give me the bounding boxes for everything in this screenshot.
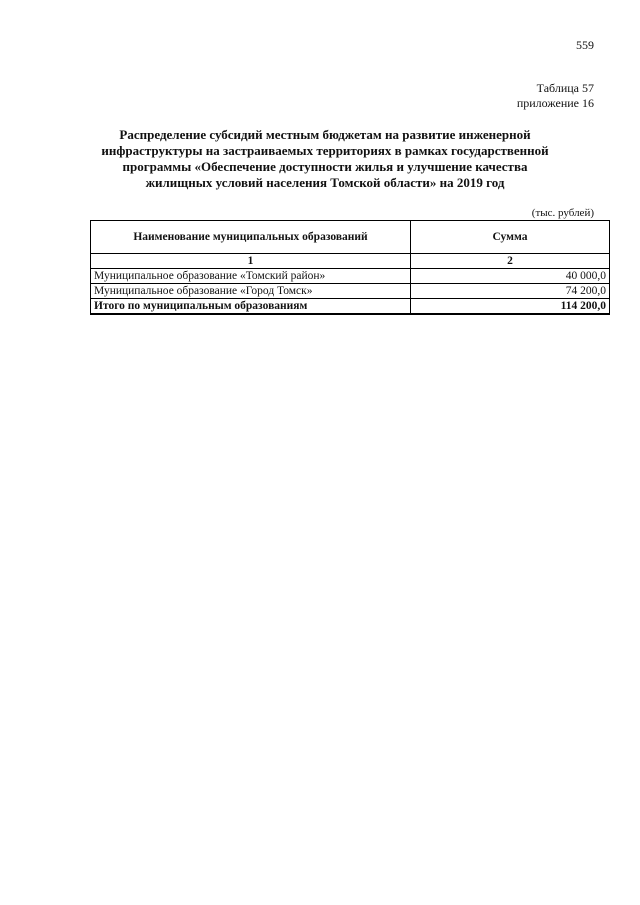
table-number: Таблица 57 [536,81,594,95]
column-header-name: Наименование муниципальных образований [91,221,411,254]
total-row [91,299,610,315]
appendix-number: приложение 16 [516,96,594,110]
title-line: жилищных условий населения Томской области» на 2019 год [145,175,505,190]
municipality-name: Муниципальное образование «Город Томск» [91,284,411,299]
table-row [91,284,610,299]
title-line: инфраструктуры на застраиваемых территориях в рамках государственной [101,143,549,158]
total-label: Итого по муниципальным образованиям [91,299,411,315]
table-row [91,269,610,284]
amount-cell: 40 000,0 [411,269,610,284]
title-line: программы «Обеспечение доступности жилья и улучшение качества [122,159,528,174]
table-reference [517,81,594,111]
title-line: Распределение субсидий местным бюджетам на развитие инженерной [119,127,531,142]
total-amount: 114 200,0 [411,299,610,315]
units-note: (тыс. рублей) [531,207,594,219]
document-title [90,127,560,191]
amount-cell: 74 200,0 [411,284,610,299]
table-header-row [91,221,610,254]
subsidies-table [90,220,610,315]
page-number: 559 [576,38,594,52]
column-number: 2 [411,254,610,269]
column-number-row [91,254,610,269]
column-header-amount: Сумма [411,221,610,254]
municipality-name: Муниципальное образование «Томский район» [91,269,411,284]
column-number: 1 [91,254,411,269]
